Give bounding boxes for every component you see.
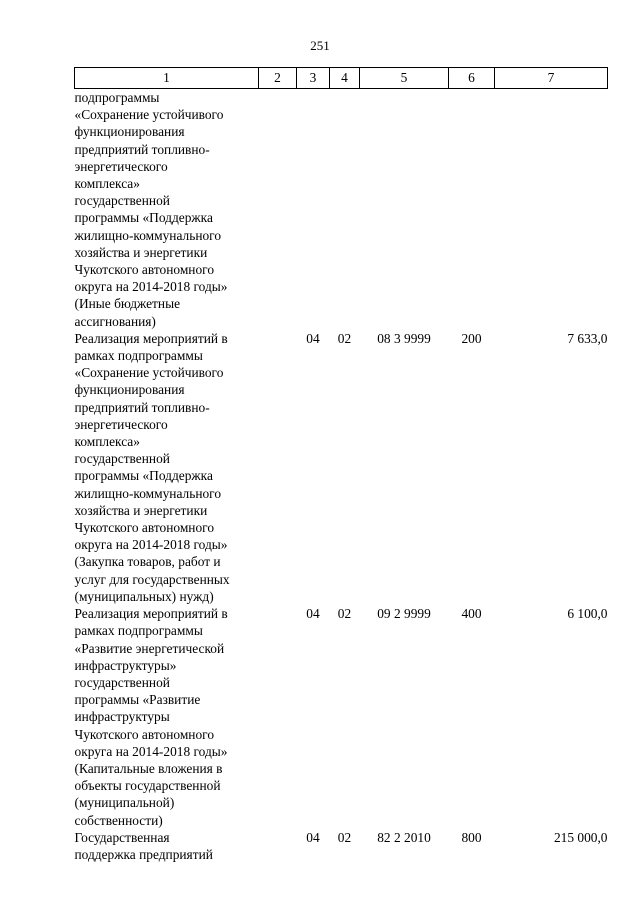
description-line: (муниципальных) нужд) [74,588,214,604]
subsection-code-cell: 02 [337,829,352,845]
description-line: округа на 2014-2018 годы» [74,279,228,295]
description-line: объекты государственной [74,778,221,794]
description-line: энергетического [74,416,168,432]
description-line: Государственная [74,829,170,845]
description-line: комплекса» [74,176,140,192]
expense-type-cell [449,89,495,330]
description-line: энергетического [74,158,168,174]
amount-cell: 7 633,0 [567,330,608,346]
col-2-cell [259,605,297,829]
description-line: «Сохранение устойчивого [74,365,224,381]
table-header-row [75,68,608,89]
description-line: «Сохранение устойчивого [74,107,224,123]
target-article-cell: 09 2 9999 [377,606,431,622]
table-row [75,330,608,605]
table-row [75,89,608,330]
description-line: инфраструктуры» [74,657,177,673]
col-2-cell [259,829,297,863]
description-line: ассигнования) [74,313,156,329]
description-line: государственной [74,193,170,209]
description-line: (Капитальные вложения в [74,760,223,776]
table-body [75,89,608,864]
header-col-4: 4 [330,68,360,89]
description-line: Чукотского автономного [74,520,215,536]
description-line: округа на 2014-2018 годы» [74,537,228,553]
amount-cell: 6 100,0 [567,606,608,622]
section-code-cell: 04 [306,829,320,845]
description-line: функционирования [74,124,185,140]
budget-table [74,67,608,863]
header-col-2: 2 [259,68,297,89]
description-line: (Закупка товаров, работ и [74,554,221,570]
description-line: (Иные бюджетные [74,296,181,312]
subsection-code-cell: 02 [337,330,352,346]
description-line: предприятий топливно- [74,141,210,157]
section-code-cell: 04 [306,606,320,622]
description-line: функционирования [74,382,185,398]
description-cell [75,605,259,829]
description-line: Реализация мероприятий в [74,606,228,622]
description-line: округа на 2014-2018 годы» [74,743,228,759]
description-line: программы «Поддержка [74,468,213,484]
table-row [75,829,608,863]
description-cell [75,330,259,605]
header-col-1: 1 [75,68,259,89]
expense-type-cell: 400 [461,606,482,622]
subsection-code-cell: 02 [337,606,352,622]
description-line: государственной [74,451,170,467]
description-line: жилищно-коммунального [74,485,222,501]
description-line: Чукотского автономного [74,262,215,278]
expense-type-cell: 800 [461,829,482,845]
header-col-6: 6 [449,68,495,89]
target-article-cell: 08 3 9999 [377,330,431,346]
description-cell [75,89,259,330]
table-row [75,605,608,829]
header-col-7: 7 [495,68,608,89]
page-number: 251 [310,38,330,53]
col-2-cell [259,330,297,605]
target-article-cell: 82 2 2010 [377,829,431,845]
header-col-5: 5 [360,68,449,89]
header-col-3: 3 [297,68,330,89]
subsection-code-cell [330,89,360,330]
description-line: рамках подпрограммы [74,348,203,364]
section-code-cell: 04 [306,330,320,346]
col-2-cell [259,89,297,330]
description-line: программы «Развитие [74,692,201,708]
target-article-cell [360,89,449,330]
description-line: хозяйства и энергетики [74,502,208,518]
description-line: рамках подпрограммы [74,623,203,639]
description-line: (муниципальной) [74,795,175,811]
description-line: государственной [74,674,170,690]
description-line: услуг для государственных [74,571,230,587]
description-cell [75,829,259,863]
description-line: комплекса» [74,434,140,450]
description-line: программы «Поддержка [74,210,213,226]
amount-cell [495,89,608,330]
description-line: собственности) [74,812,163,828]
description-line: хозяйства и энергетики [74,244,208,260]
expense-type-cell: 200 [461,330,482,346]
description-line: подпрограммы [74,90,160,105]
section-code-cell [297,89,330,330]
description-line: предприятий топливно- [74,399,210,415]
description-line: Чукотского автономного [74,726,215,742]
description-line: жилищно-коммунального [74,227,222,243]
description-line: Реализация мероприятий в [74,330,228,346]
description-line: «Развитие энергетической [74,640,225,656]
description-line: инфраструктуры [74,709,170,725]
description-line: поддержка предприятий [74,846,213,862]
amount-cell: 215 000,0 [553,829,608,845]
